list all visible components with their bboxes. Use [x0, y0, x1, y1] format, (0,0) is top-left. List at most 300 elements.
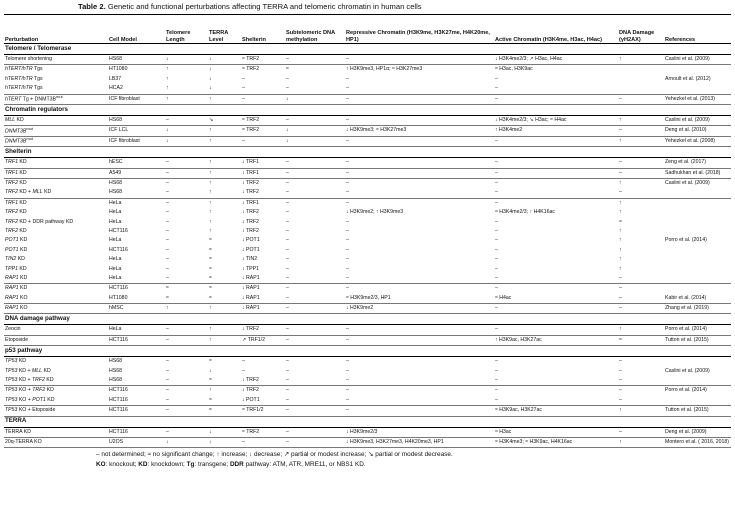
- table-row: [4, 188, 731, 198]
- dna-damage-cell: –: [618, 188, 664, 198]
- perturbation-cell: TERRA KD: [4, 427, 108, 437]
- repressive-chromatin-cell: –: [346, 387, 349, 394]
- dna-damage-cell: –: [619, 285, 622, 292]
- repressive-chromatin-cell: –: [346, 227, 349, 234]
- active-chromatin-cell: ↑ H3K4me2: [494, 126, 618, 136]
- telomere-length-cell: –: [166, 218, 169, 225]
- terra-level-cell: ↑: [208, 303, 241, 313]
- table-row: [4, 274, 731, 284]
- active-chromatin-cell: ↑ H3K9ac, H3K27ac: [494, 335, 618, 345]
- terra-level-cell: ↓: [209, 367, 212, 374]
- dna-damage-cell: ↑: [618, 437, 664, 447]
- reference-cell: [664, 65, 731, 75]
- terra-level-cell: ↑: [208, 94, 241, 104]
- terra-level-cell: ≈: [208, 274, 241, 284]
- dna-damage-cell: [618, 65, 664, 75]
- terra-level-cell: ↓: [208, 437, 241, 447]
- repressive-chromatin-cell: –: [346, 75, 349, 82]
- perturbation-cell: 20q-TERRA KO: [4, 437, 108, 447]
- perturbation-cell: $DNMT3B^{mut}$: [4, 136, 108, 146]
- perturbation-cell: POT1 KD: [5, 237, 28, 244]
- active-chromatin-cell: –: [494, 303, 618, 313]
- terra-level-cell: ≈: [208, 396, 241, 406]
- dna-damage-cell: ↑: [619, 265, 622, 272]
- repressive-chromatin-cell: –: [345, 136, 494, 146]
- shelterin-cell: ≈ TRF2: [241, 55, 285, 65]
- perturbation-cell: TRF1 KD: [4, 158, 108, 168]
- table-body: [4, 44, 731, 448]
- repressive-chromatin-cell: ↓ H3K9me3; ≈ H3K27me3: [345, 126, 494, 136]
- shelterin-cell: ↗ TRF1/2: [241, 335, 285, 345]
- repressive-chromatin-cell: –: [346, 246, 349, 253]
- reference-cell: Caslini et al. (2009): [665, 367, 710, 374]
- cell-model-cell: U2OS: [108, 437, 165, 447]
- reference-cell: [664, 396, 731, 406]
- abbreviation-definition: pathway: ATM, ATR, MRE11, or NBS1 KD.: [243, 461, 366, 469]
- active-chromatin-cell: ≈ H3K4me2/3; ↑ H4K16ac: [495, 209, 555, 216]
- methylation-cell: –: [285, 115, 345, 125]
- cell-model-cell: HeLa: [109, 199, 122, 206]
- repressive-chromatin-cell: –: [346, 199, 349, 206]
- perturbation-table: [4, 14, 731, 448]
- shelterin-cell: ↓ POT1: [241, 396, 285, 406]
- dna-damage-cell: ↑: [619, 227, 622, 234]
- table-row: [4, 335, 731, 345]
- cell-model-cell: HeLa: [109, 256, 122, 263]
- reference-cell: Porro et al. (2014): [665, 237, 707, 244]
- dna-damage-cell: ↑: [619, 180, 622, 186]
- terra-level-cell: ↑: [209, 180, 212, 186]
- shelterin-cell: ↓ TRF2: [242, 227, 259, 234]
- header-row: [4, 15, 731, 44]
- shelterin-cell: ↓ POT1: [242, 246, 260, 253]
- reference-cell: Sadhukhan et al. (2018): [664, 168, 731, 178]
- dna-damage-cell: [618, 84, 664, 94]
- cell-model-cell: HS68: [109, 358, 122, 365]
- cell-model-cell: HS68: [108, 376, 165, 386]
- table-row: [4, 217, 731, 226]
- reference-cell: Porro et al. (2014): [665, 387, 707, 394]
- dna-damage-cell: –: [619, 387, 622, 394]
- cell-model-cell: HT1080: [108, 294, 165, 304]
- terra-level-cell: ≈: [208, 294, 241, 304]
- telomere-length-cell: –: [165, 396, 208, 406]
- terra-level-cell: ≈: [208, 406, 241, 416]
- active-chromatin-cell: ≈ H3ac: [494, 427, 618, 437]
- cell-model-cell: HCT116: [108, 406, 165, 416]
- cell-model-cell: ICF fibroblast: [108, 136, 165, 146]
- perturbation-cell: TRF2 KD: [5, 227, 27, 234]
- repressive-chromatin-cell: –: [345, 94, 494, 104]
- shelterin-cell: ↓ TRF1: [241, 158, 285, 168]
- footnote-abbreviations: [96, 460, 731, 470]
- telomere-length-cell: ↓: [165, 126, 208, 136]
- shelterin-cell: ≈ TRF2: [241, 115, 285, 125]
- repressive-chromatin-cell: –: [346, 180, 349, 186]
- abbreviation-definition: : knockdown;: [147, 461, 187, 469]
- shelterin-cell: ↓ TRF1: [241, 168, 285, 178]
- dna-damage-cell: ↑: [619, 209, 622, 216]
- methylation-cell: –: [285, 303, 345, 313]
- methylation-cell: –: [285, 168, 345, 178]
- shelterin-cell: ↓ RAP1: [241, 303, 285, 313]
- methylation-cell: –: [286, 246, 289, 253]
- active-chromatin-cell: –: [494, 136, 618, 146]
- table-row: [4, 357, 731, 367]
- dna-damage-cell: –: [618, 126, 664, 136]
- telomere-length-cell: ≈: [165, 294, 208, 304]
- perturbation-cell: TRF1 KD: [5, 199, 27, 206]
- methylation-cell: ↓: [285, 126, 345, 136]
- shelterin-cell: ↓ TRF1: [242, 199, 259, 206]
- terra-level-cell: ↑: [208, 188, 241, 198]
- shelterin-cell: –: [242, 358, 245, 365]
- methylation-cell: –: [285, 55, 345, 65]
- table-row: [4, 227, 731, 236]
- dna-damage-cell: ↑: [618, 325, 664, 335]
- active-chromatin-cell: –: [495, 285, 498, 292]
- reference-cell: Caslini et al. (2009): [664, 55, 731, 65]
- shelterin-cell: –: [241, 136, 285, 146]
- active-chromatin-cell: ≈ H4ac: [494, 294, 618, 304]
- methylation-cell: –: [285, 84, 345, 94]
- repressive-chromatin-cell: ↓ H3K9me2: [345, 303, 494, 313]
- reference-cell: Zeng et al. (2017): [664, 158, 731, 168]
- cell-model-cell: HeLa: [109, 218, 122, 225]
- active-chromatin-cell: –: [495, 265, 498, 272]
- repressive-chromatin-cell: –: [345, 188, 494, 198]
- table-row: [4, 386, 731, 396]
- methylation-cell: ↓: [285, 136, 345, 146]
- abbreviation-term: KD: [138, 461, 148, 469]
- telomere-length-cell: –: [165, 168, 208, 178]
- section-title: p53 pathway: [4, 346, 731, 357]
- table-row: [4, 246, 731, 255]
- table-row: [4, 94, 731, 104]
- methylation-cell: –: [286, 367, 289, 374]
- repressive-chromatin-cell: –: [346, 237, 349, 244]
- reference-cell: [664, 246, 731, 255]
- table-row: [4, 136, 731, 146]
- terra-level-cell: ↓: [208, 55, 241, 65]
- perturbation-cell: TP53 KD + TRF2 KD: [4, 376, 108, 386]
- dna-damage-cell: –: [618, 427, 664, 437]
- methylation-cell: –: [285, 406, 345, 416]
- column-header: Cell Model: [108, 15, 165, 44]
- table-row: [4, 198, 731, 208]
- perturbation-cell: RAP1 KO: [4, 294, 108, 304]
- table-row: [4, 406, 731, 416]
- dna-damage-cell: ↑: [619, 199, 622, 206]
- methylation-cell: –: [285, 427, 345, 437]
- methylation-cell: –: [285, 274, 345, 284]
- repressive-chromatin-cell: –: [345, 325, 494, 335]
- section-row: [4, 44, 731, 55]
- methylation-cell: –: [286, 358, 289, 365]
- shelterin-cell: ↓ RAP1: [241, 294, 285, 304]
- active-chromatin-cell: –: [494, 158, 618, 168]
- telomere-length-cell: –: [166, 367, 169, 374]
- shelterin-cell: ↓ TIN2: [242, 256, 258, 263]
- reference-cell: Arnoult et al. (2012): [665, 75, 711, 82]
- dna-damage-cell: –: [618, 303, 664, 313]
- telomere-length-cell: ↑: [165, 94, 208, 104]
- methylation-cell: –: [286, 237, 289, 244]
- cell-model-cell: HeLa: [109, 209, 122, 216]
- telomere-length-cell: –: [166, 237, 169, 244]
- section-title: TERRA: [4, 416, 731, 427]
- table-row: [4, 158, 731, 168]
- terra-level-cell: ↑: [209, 387, 212, 394]
- dna-damage-cell: –: [618, 376, 664, 386]
- shelterin-cell: ↓ TRF2: [241, 325, 285, 335]
- repressive-chromatin-cell: –: [346, 358, 349, 365]
- shelterin-cell: –: [241, 437, 285, 447]
- perturbation-cell: TRF2 KD + MLL KD: [4, 188, 108, 198]
- terra-level-cell: ↓: [208, 84, 241, 94]
- repressive-chromatin-cell: –: [346, 265, 349, 272]
- perturbation-cell: $DNMT3B^{mut}$: [4, 126, 108, 136]
- shelterin-cell: –: [241, 94, 285, 104]
- section-title: Shelterin: [4, 147, 731, 158]
- terra-level-cell: ≈: [209, 246, 212, 253]
- perturbation-cell: TIN2 KD: [5, 256, 25, 263]
- telomere-length-cell: ↑: [165, 303, 208, 313]
- methylation-cell: –: [285, 437, 345, 447]
- perturbation-cell: TP53 KD + MLL KD: [5, 367, 51, 374]
- shelterin-cell: ↓ TPP1: [242, 265, 259, 272]
- perturbation-cell: MLL KD: [4, 115, 108, 125]
- perturbation-cell: TP53 KO + Etoposide: [4, 406, 108, 416]
- table-row: [4, 126, 731, 136]
- methylation-cell: –: [286, 218, 289, 225]
- terra-level-cell: ≈: [209, 358, 212, 365]
- repressive-chromatin-cell: ↓ H3K9me2; ↑ H3K9me3: [346, 209, 404, 216]
- terra-level-cell: ↑: [208, 126, 241, 136]
- active-chromatin-cell: ≈ H3ac, H3K9ac: [495, 66, 533, 73]
- perturbation-cell: hTERT $Tg + DNMT3B^{mut}$: [4, 94, 108, 104]
- reference-cell: Caslini et al. (2009): [664, 115, 731, 125]
- telomere-length-cell: –: [165, 188, 208, 198]
- cell-model-cell: ICF LCL: [108, 126, 165, 136]
- active-chromatin-cell: –: [495, 256, 498, 263]
- abbreviation-definition: : knockout;: [105, 461, 139, 469]
- shelterin-cell: ↓ TRF2: [242, 180, 259, 186]
- cell-model-cell: HS68: [108, 55, 165, 65]
- methylation-cell: –: [286, 265, 289, 272]
- reference-cell: Tutton et al. (2015): [664, 406, 731, 416]
- telomere-length-cell: ↑: [166, 75, 169, 82]
- section-row: [4, 416, 731, 427]
- methylation-cell: –: [285, 396, 345, 406]
- abbreviation-term: DDR: [229, 461, 244, 469]
- reference-cell: [664, 284, 731, 294]
- table-caption: [4, 0, 731, 14]
- dna-damage-cell: ↑: [618, 406, 664, 416]
- shelterin-cell: ≈ TRF2: [242, 66, 260, 73]
- shelterin-cell: ↓ TRF2: [242, 387, 259, 394]
- caption-label: Table 2.: [78, 2, 106, 11]
- reference-cell: Deng et al. (2009): [664, 427, 731, 437]
- reference-cell: [664, 84, 731, 94]
- shelterin-cell: –: [242, 75, 245, 82]
- perturbation-cell: RAP1 KO: [4, 303, 108, 313]
- section-row: [4, 314, 731, 325]
- cell-model-cell: HCT116: [108, 396, 165, 406]
- telomere-length-cell: –: [165, 406, 208, 416]
- table-row: [4, 115, 731, 125]
- methylation-cell: –: [285, 188, 345, 198]
- cell-model-cell: A549: [108, 168, 165, 178]
- repressive-chromatin-cell: –: [345, 168, 494, 178]
- table-row: [4, 55, 731, 65]
- dna-damage-cell: ↑: [619, 246, 622, 253]
- column-header: Subtelomeric DNA methylation: [285, 15, 345, 44]
- section-row: [4, 346, 731, 357]
- caption-text: Genetic and functional perturbations affecting TERRA and telomeric chromatin in human cells: [105, 2, 422, 11]
- shelterin-cell: ↓ POT1: [242, 237, 260, 244]
- footnote-legend: – not determined; ≈ no significant change; ↑ increase; ↓ decrease; ↗ partial or modest increase; ↘ partial or modest decrease.: [96, 451, 453, 459]
- methylation-cell: –: [286, 199, 289, 206]
- repressive-chromatin-cell: –: [346, 367, 349, 374]
- active-chromatin-cell: –: [495, 75, 498, 82]
- dna-damage-cell: ↑: [618, 136, 664, 146]
- reference-cell: Kabir et al. (2014): [664, 294, 731, 304]
- repressive-chromatin-cell: –: [345, 115, 494, 125]
- methylation-cell: ≈: [286, 66, 289, 73]
- active-chromatin-cell: –: [494, 325, 618, 335]
- telomere-length-cell: –: [165, 158, 208, 168]
- perturbation-cell: RAP1 KD: [5, 285, 28, 292]
- active-chromatin-cell: ≈ H3K9ac, H3K27ac: [494, 406, 618, 416]
- abbreviation-term: Tg: [186, 461, 195, 469]
- repressive-chromatin-cell: –: [346, 218, 349, 225]
- telomere-length-cell: ↓: [165, 136, 208, 146]
- perturbation-cell: TP53 KD: [5, 358, 27, 365]
- perturbation-cell: TRF1 KD: [4, 168, 108, 178]
- methylation-cell: –: [285, 158, 345, 168]
- terra-level-cell: ≈: [209, 285, 212, 292]
- perturbation-cell: RAP1 KD: [4, 274, 108, 284]
- terra-level-cell: ↑: [208, 136, 241, 146]
- telomere-length-cell: –: [166, 265, 169, 272]
- repressive-chromatin-cell: –: [346, 285, 349, 292]
- active-chromatin-cell: –: [495, 180, 498, 186]
- table-row: [4, 427, 731, 437]
- repressive-chromatin-cell: –: [345, 335, 494, 345]
- shelterin-cell: –: [242, 367, 245, 374]
- terra-level-cell: ↘: [208, 115, 241, 125]
- methylation-cell: –: [285, 376, 345, 386]
- active-chromatin-cell: –: [495, 246, 498, 253]
- perturbation-cell: TP53 KO + POT1 KD: [4, 396, 108, 406]
- cell-model-cell: hESC: [108, 158, 165, 168]
- section-row: [4, 104, 731, 115]
- reference-cell: [664, 357, 731, 367]
- perturbation-cell: TRF2 KD: [5, 209, 27, 216]
- reference-cell: [664, 227, 731, 236]
- table-row: [4, 294, 731, 304]
- perturbation-cell: TRF2 KD: [5, 180, 27, 186]
- table-row: [4, 284, 731, 294]
- perturbation-cell: POT1 KD: [5, 246, 28, 253]
- column-header: Active Chromatin (H3K4me, H3ac, H4ac): [494, 15, 618, 44]
- terra-level-cell: ↑: [209, 227, 212, 234]
- reference-cell: Zhang et al. (2019): [664, 303, 731, 313]
- dna-damage-cell: [618, 75, 664, 84]
- cell-model-cell: HCT116: [109, 246, 128, 253]
- repressive-chromatin-cell: –: [345, 376, 494, 386]
- cell-model-cell: HCT116: [108, 335, 165, 345]
- dna-damage-cell: –: [618, 94, 664, 104]
- telomere-length-cell: –: [166, 358, 169, 365]
- shelterin-cell: ↓ TRF2: [242, 218, 259, 225]
- methylation-cell: –: [285, 325, 345, 335]
- active-chromatin-cell: –: [494, 168, 618, 178]
- reference-cell: [664, 376, 731, 386]
- section-title: Telomere / Telomerase: [4, 44, 731, 55]
- cell-model-cell: HeLa: [109, 265, 122, 272]
- reference-cell: Yehezkel et al. (2013): [664, 94, 731, 104]
- dna-damage-cell: –: [619, 367, 622, 374]
- telomere-length-cell: ↑: [165, 84, 208, 94]
- active-chromatin-cell: ↓ H3K4me2/3; ↘ H3ac; ≈ H4ac: [494, 115, 618, 125]
- table-footnotes: [4, 448, 731, 470]
- telomere-length-cell: –: [166, 209, 169, 216]
- cell-model-cell: HCT116: [109, 387, 128, 394]
- dna-damage-cell: ↑: [618, 55, 664, 65]
- telomere-length-cell: –: [165, 115, 208, 125]
- table-row: [4, 75, 731, 84]
- cell-model-cell: HCT116: [108, 427, 165, 437]
- telomere-length-cell: –: [166, 387, 169, 394]
- terra-level-cell: ↑: [209, 199, 212, 206]
- column-header: Telomere Length: [165, 15, 208, 44]
- repressive-chromatin-cell: ↓ H3K9me3, H3K27me3, H4K20me3, HP1: [345, 437, 494, 447]
- shelterin-cell: ↓ RAP1: [242, 285, 260, 292]
- telomere-length-cell: –: [165, 325, 208, 335]
- dna-damage-cell: ↑: [618, 115, 664, 125]
- perturbation-cell: Zeocin: [4, 325, 108, 335]
- reference-cell: Montero et al. ( 2016, 2018): [664, 437, 731, 447]
- cell-model-cell: HeLa: [109, 237, 122, 244]
- terra-level-cell: ↑: [208, 158, 241, 168]
- shelterin-cell: ≈ TRF2: [241, 427, 285, 437]
- perturbation-cell: Telomere shortening: [4, 55, 108, 65]
- active-chromatin-cell: –: [495, 227, 498, 234]
- telomere-length-cell: ↑: [166, 66, 169, 73]
- cell-model-cell: HT1080: [109, 66, 128, 73]
- perturbation-cell: TPP1 KD: [5, 265, 27, 272]
- telomere-length-cell: –: [166, 246, 169, 253]
- telomere-length-cell: –: [166, 256, 169, 263]
- active-chromatin-cell: –: [495, 199, 498, 206]
- table-row: [4, 168, 731, 178]
- table-row: [4, 208, 731, 217]
- reference-cell: Yehezkel et al. (2008): [664, 136, 731, 146]
- column-header: Perturbation: [4, 15, 108, 44]
- active-chromatin-cell: –: [494, 274, 618, 284]
- cell-model-cell: ICF fibroblast: [108, 94, 165, 104]
- reference-cell: Tutton et al. (2015): [664, 335, 731, 345]
- reference-cell: [664, 264, 731, 273]
- table-row: [4, 396, 731, 406]
- repressive-chromatin-cell: ↑ H3K9me3, HP1α; ≈ H3K27me3: [346, 66, 423, 73]
- cell-model-cell: hMSC: [108, 303, 165, 313]
- dna-damage-cell: –: [619, 358, 622, 365]
- telomere-length-cell: ↓: [165, 437, 208, 447]
- telomere-length-cell: –: [166, 180, 169, 186]
